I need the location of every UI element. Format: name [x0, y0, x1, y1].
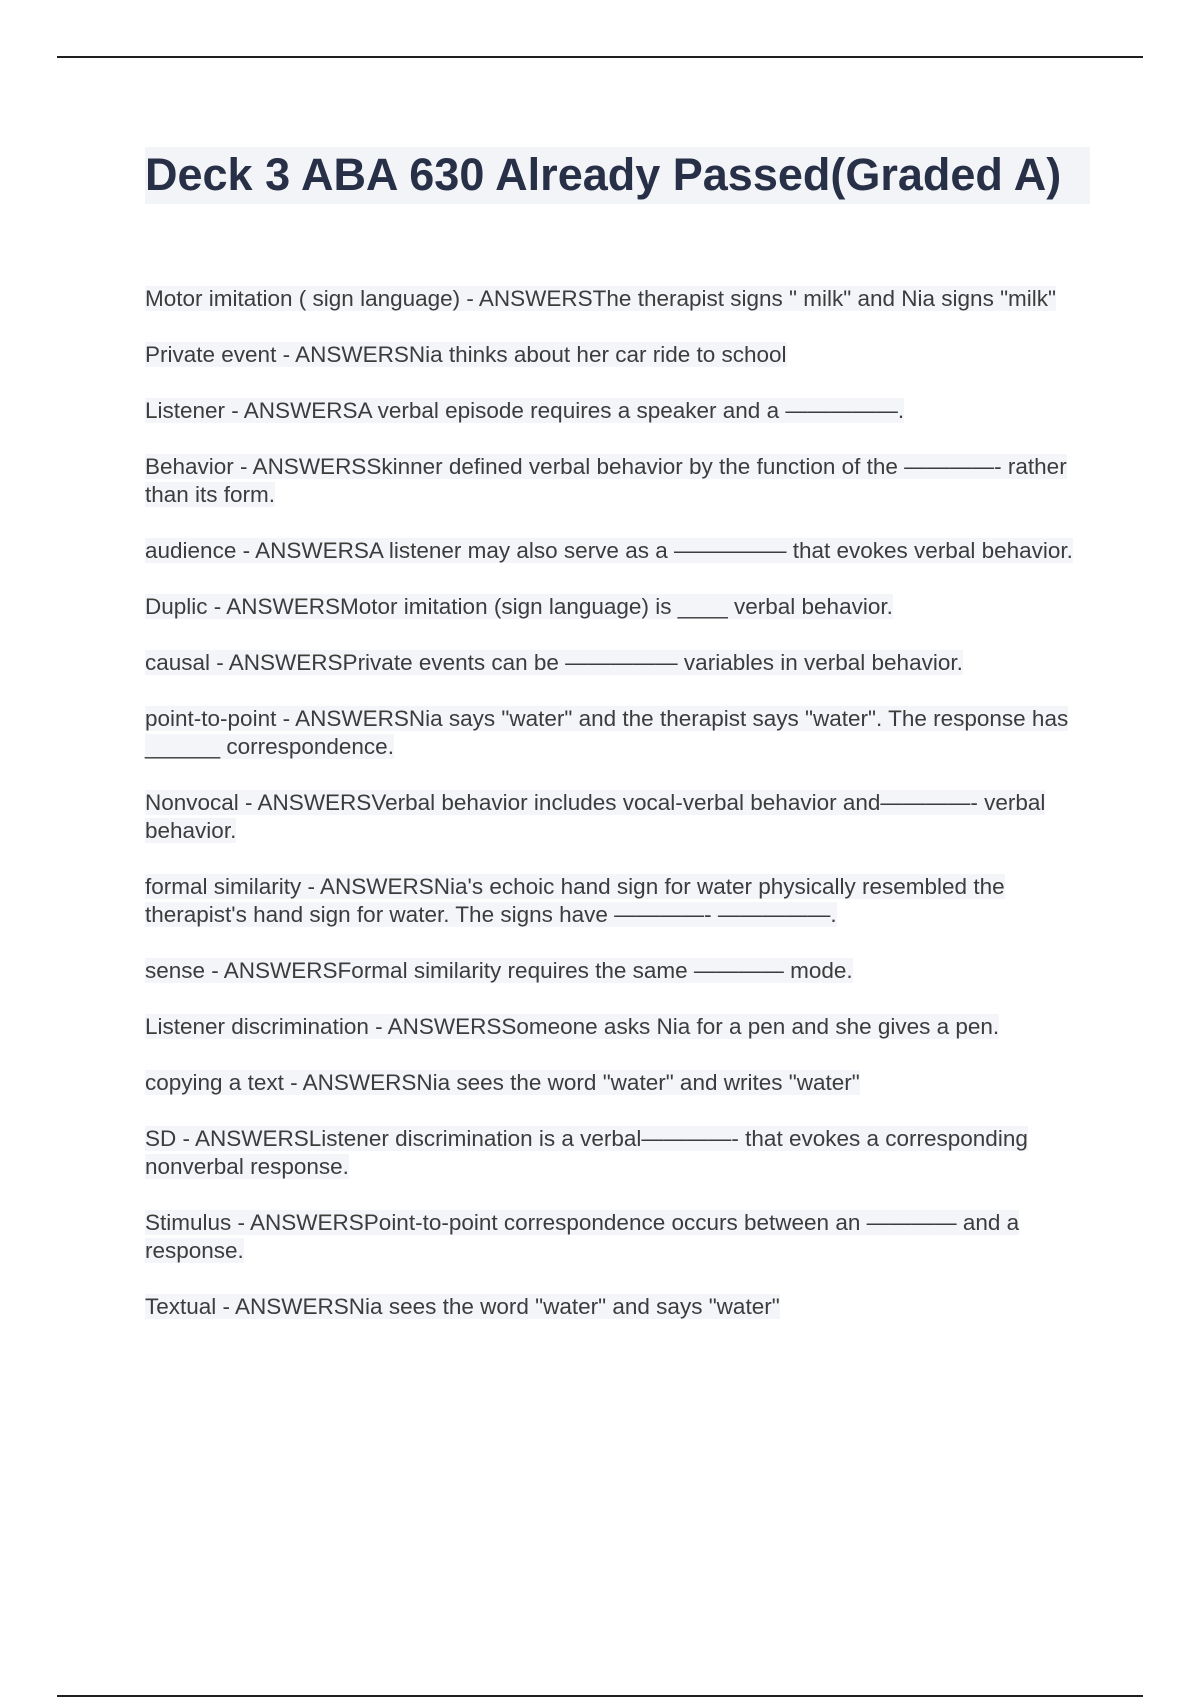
flashcard-text: SD - ANSWERSListener discrimination is a verbal————- that evokes a corresponding nonverbal response. — [145, 1126, 1028, 1179]
flashcard-text: Listener discrimination - ANSWERSSomeone asks Nia for a pen and she gives a pen. — [145, 1014, 1000, 1039]
flashcard-entry — [145, 1125, 1090, 1181]
flashcard-entry — [145, 705, 1090, 761]
flashcard-text: copying a text - ANSWERSNia sees the word "water" and writes "water" — [145, 1070, 860, 1095]
flashcard-text: Duplic - ANSWERSMotor imitation (sign language) is ____ verbal behavior. — [145, 594, 893, 619]
flashcard-entry — [145, 873, 1090, 929]
flashcard-text: formal similarity - ANSWERSNia's echoic hand sign for water physically resembled the therapist's hand sign for water. The signs have ————- —————. — [145, 874, 1005, 927]
flashcard-entry — [145, 957, 1090, 985]
header-rule — [57, 56, 1143, 58]
flashcard-text: sense - ANSWERSFormal similarity requires the same ———— mode. — [145, 958, 853, 983]
flashcard-text: Motor imitation ( sign language) - ANSWERSThe therapist signs " milk" and Nia signs "milk" — [145, 286, 1057, 311]
flashcard-text: Private event - ANSWERSNia thinks about her car ride to school — [145, 342, 787, 367]
flashcard-entry — [145, 1069, 1090, 1097]
flashcard-entry — [145, 789, 1090, 845]
footer-rule — [57, 1695, 1143, 1697]
flashcard-entry — [145, 1013, 1090, 1041]
flashcard-entry — [145, 537, 1090, 565]
flashcard-entry — [145, 397, 1090, 425]
flashcard-entry — [145, 453, 1090, 509]
document-title: Deck 3 ABA 630 Already Passed(Graded A) — [145, 149, 1062, 200]
flashcard-text: Textual - ANSWERSNia sees the word "water" and says "water" — [145, 1294, 780, 1319]
flashcard-entry — [145, 285, 1090, 313]
flashcard-list — [145, 285, 1090, 1321]
title-block — [145, 147, 1090, 204]
flashcard-text: Nonvocal - ANSWERSVerbal behavior includes vocal-verbal behavior and————- verbal behavior. — [145, 790, 1046, 843]
flashcard-text: point-to-point - ANSWERSNia says "water" and the therapist says "water". The response has ______ correspondence. — [145, 706, 1069, 759]
flashcard-entry — [145, 1209, 1090, 1265]
flashcard-entry — [145, 341, 1090, 369]
flashcard-entry — [145, 593, 1090, 621]
flashcard-text: causal - ANSWERSPrivate events can be ————— variables in verbal behavior. — [145, 650, 963, 675]
document-page — [145, 147, 1090, 1349]
flashcard-text: Behavior - ANSWERSSkinner defined verbal behavior by the function of the ————- rather than its form. — [145, 454, 1067, 507]
flashcard-entry — [145, 649, 1090, 677]
flashcard-text: audience - ANSWERSA listener may also serve as a ————— that evokes verbal behavior. — [145, 538, 1073, 563]
flashcard-text: Listener - ANSWERSA verbal episode requires a speaker and a —————. — [145, 398, 905, 423]
flashcard-text: Stimulus - ANSWERSPoint-to-point correspondence occurs between an ———— and a response. — [145, 1210, 1020, 1263]
flashcard-entry — [145, 1293, 1090, 1321]
